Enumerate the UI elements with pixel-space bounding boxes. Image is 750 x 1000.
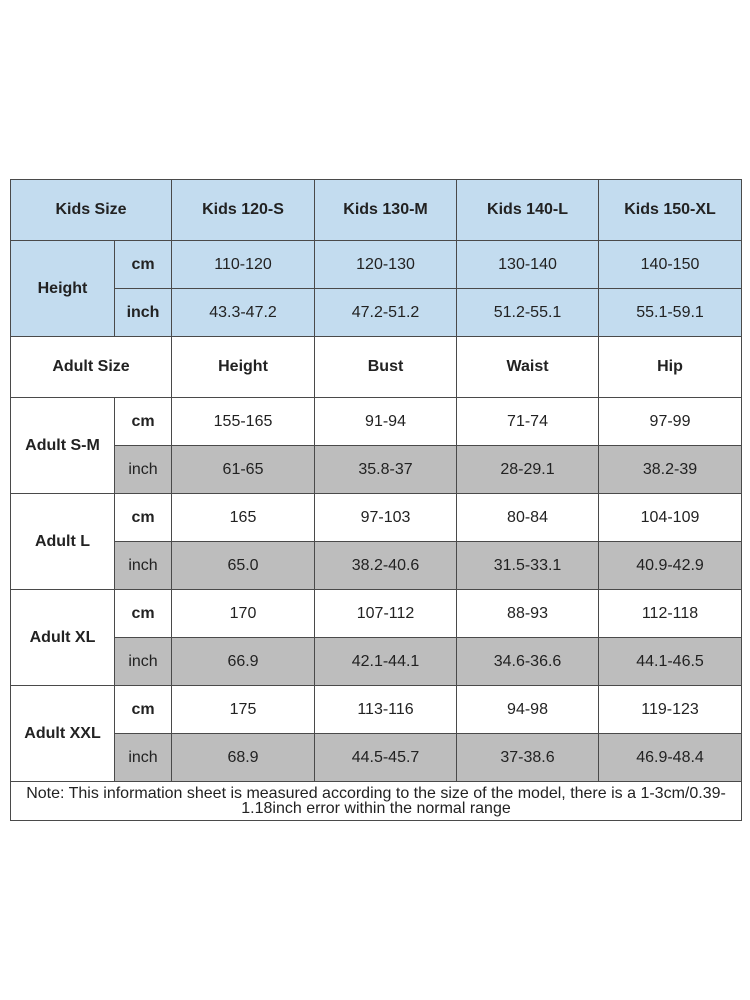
- adult-cm-row: [11, 590, 742, 638]
- adult-inch-row: [11, 734, 742, 782]
- adult-cm-value: 119-123: [599, 686, 742, 734]
- adult-inch-row: [11, 542, 742, 590]
- adult-cm-value: 113-116: [315, 686, 457, 734]
- adult-cm-value: 97-99: [599, 398, 742, 446]
- adult-cm-value: 170: [172, 590, 315, 638]
- kids-cm-value: 130-140: [457, 241, 599, 289]
- size-chart-table: [10, 179, 742, 821]
- adult-col-hip: Hip: [599, 337, 742, 398]
- adult-inch-value: 44.1-46.5: [599, 638, 742, 686]
- adult-cm-value: 165: [172, 494, 315, 542]
- adult-size-label: Adult XXL: [11, 686, 115, 782]
- note-row: [11, 782, 742, 821]
- adult-size-header: Adult Size: [11, 337, 172, 398]
- adult-cm-value: 88-93: [457, 590, 599, 638]
- adult-inch-value: 40.9-42.9: [599, 542, 742, 590]
- adult-col-height: Height: [172, 337, 315, 398]
- adult-inch-value: 61-65: [172, 446, 315, 494]
- adult-inch-value: 44.5-45.7: [315, 734, 457, 782]
- kids-size-col-1: Kids 120-S: [172, 180, 315, 241]
- adult-cm-value: 97-103: [315, 494, 457, 542]
- adult-cm-value: 91-94: [315, 398, 457, 446]
- adult-inch-row: [11, 638, 742, 686]
- measurement-note: Note: This information sheet is measured according to the size of the model, there is a 1-3cm/0.39-1.18inch error within the normal range: [11, 782, 742, 821]
- adult-inch-value: 34.6-36.6: [457, 638, 599, 686]
- adult-inch-unit: inch: [115, 638, 172, 686]
- adult-col-bust: Bust: [315, 337, 457, 398]
- adult-size-label: Adult L: [11, 494, 115, 590]
- adult-cm-row: [11, 494, 742, 542]
- adult-cm-value: 155-165: [172, 398, 315, 446]
- kids-size-col-4: Kids 150-XL: [599, 180, 742, 241]
- adult-inch-value: 66.9: [172, 638, 315, 686]
- adult-col-waist: Waist: [457, 337, 599, 398]
- adult-cm-value: 71-74: [457, 398, 599, 446]
- adult-cm-value: 175: [172, 686, 315, 734]
- kids-cm-value: 110-120: [172, 241, 315, 289]
- kids-cm-value: 120-130: [315, 241, 457, 289]
- kids-size-header: Kids Size: [11, 180, 172, 241]
- adult-cm-value: 80-84: [457, 494, 599, 542]
- kids-inch-value: 55.1-59.1: [599, 289, 742, 337]
- adult-inch-value: 28-29.1: [457, 446, 599, 494]
- adult-inch-value: 38.2-39: [599, 446, 742, 494]
- kids-cm-unit: cm: [115, 241, 172, 289]
- kids-cm-row: [11, 241, 742, 289]
- kids-size-col-3: Kids 140-L: [457, 180, 599, 241]
- adult-inch-value: 31.5-33.1: [457, 542, 599, 590]
- adult-inch-unit: inch: [115, 734, 172, 782]
- adult-inch-value: 35.8-37: [315, 446, 457, 494]
- adult-inch-value: 65.0: [172, 542, 315, 590]
- adult-header-row: [11, 337, 742, 398]
- kids-height-label: Height: [11, 241, 115, 337]
- adult-cm-value: 94-98: [457, 686, 599, 734]
- adult-cm-row: [11, 398, 742, 446]
- adult-cm-unit: cm: [115, 590, 172, 638]
- adult-inch-value: 38.2-40.6: [315, 542, 457, 590]
- adult-cm-row: [11, 686, 742, 734]
- adult-size-label: Adult XL: [11, 590, 115, 686]
- adult-size-label: Adult S-M: [11, 398, 115, 494]
- adult-inch-value: 37-38.6: [457, 734, 599, 782]
- adult-inch-value: 42.1-44.1: [315, 638, 457, 686]
- kids-inch-value: 47.2-51.2: [315, 289, 457, 337]
- kids-header-row: [11, 180, 742, 241]
- kids-inch-row: [11, 289, 742, 337]
- adult-cm-value: 112-118: [599, 590, 742, 638]
- adult-cm-value: 107-112: [315, 590, 457, 638]
- adult-inch-value: 68.9: [172, 734, 315, 782]
- adult-cm-unit: cm: [115, 494, 172, 542]
- kids-inch-value: 51.2-55.1: [457, 289, 599, 337]
- kids-inch-unit: inch: [115, 289, 172, 337]
- adult-inch-value: 46.9-48.4: [599, 734, 742, 782]
- kids-inch-value: 43.3-47.2: [172, 289, 315, 337]
- adult-cm-unit: cm: [115, 398, 172, 446]
- adult-inch-unit: inch: [115, 446, 172, 494]
- kids-size-col-2: Kids 130-M: [315, 180, 457, 241]
- adult-cm-value: 104-109: [599, 494, 742, 542]
- adult-inch-unit: inch: [115, 542, 172, 590]
- adult-inch-row: [11, 446, 742, 494]
- kids-cm-value: 140-150: [599, 241, 742, 289]
- adult-cm-unit: cm: [115, 686, 172, 734]
